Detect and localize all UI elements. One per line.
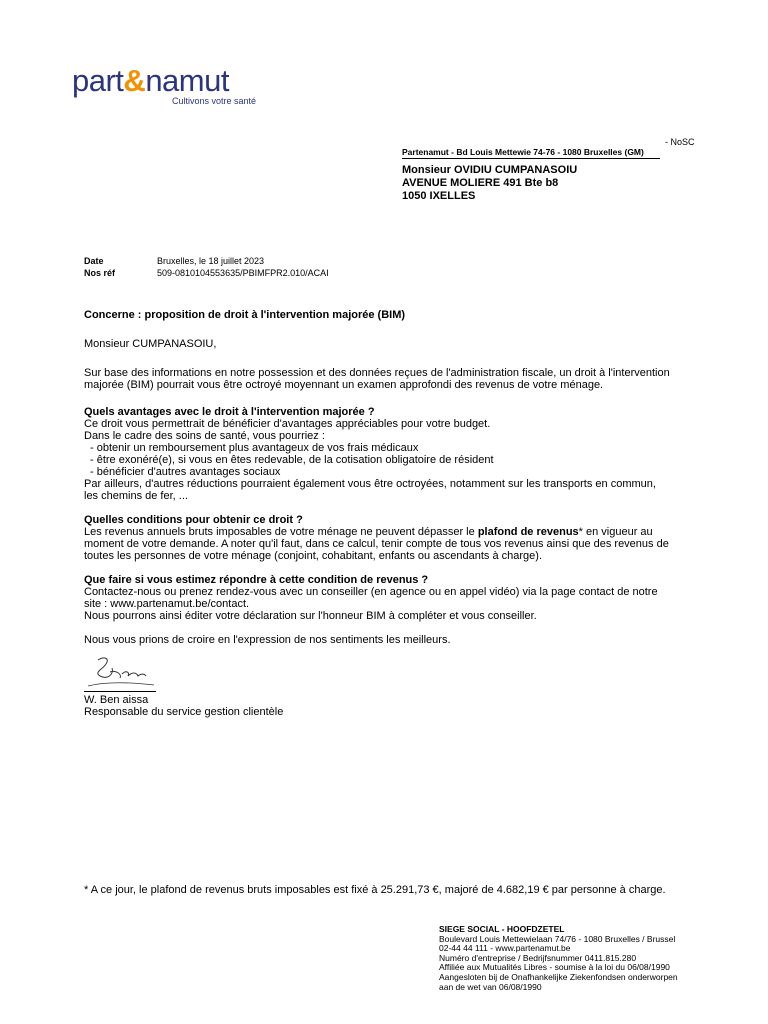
closing-formula: Nous vous prions de croire en l'expression de nos sentiments les meilleurs. (84, 634, 451, 646)
headquarters-block (439, 925, 678, 992)
sender-address: Partenamut - Bd Louis Mettewie 74-76 - 1080 Bruxelles (GM) (402, 147, 644, 157)
paragraph-line (84, 526, 704, 538)
recipient-city: 1050 IXELLES (402, 190, 476, 202)
recipient-street: AVENUE MOLIERE 491 Bte b8 (402, 177, 559, 189)
reference-value: 509-0810104553635/PBIMFPR2.010/ACAI (157, 268, 329, 278)
headquarters-line: aan de wet van 06/08/1990 (439, 981, 542, 992)
signer-block (84, 694, 283, 718)
headquarters-line: Boulevard Louis Mettewielaan 74/76 - 1080 Bruxelles / Brussel (439, 933, 676, 944)
headquarters-title: SIEGE SOCIAL - HOOFDZETEL (439, 924, 565, 934)
paragraph-line: moment de votre demande. A noter qu'il faut, dans ce calcul, tenir compte de tous vos revenus ainsi que des revenus de (84, 538, 669, 550)
letter-body (84, 309, 704, 646)
income-footnote: * A ce jour, le plafond de revenus bruts imposables est fixé à 25.291,73 €, majoré de 4.682,19 € par personne à charge. (84, 884, 666, 896)
date-value: Bruxelles, le 18 juillet 2023 (157, 256, 265, 266)
date-label: Date (84, 256, 104, 266)
letter-subject: Concerne : proposition de droit à l'intervention majorée (BIM) (84, 309, 406, 321)
paragraph-line: Par ailleurs, d'autres réductions pourraient également vous être octroyées, notamment sur les transports en commun, (84, 478, 656, 490)
headquarters-line: Numéro d'entreprise / Bedrijfsnummer 0411.815.280 (439, 952, 637, 963)
nosc-code: - NoSC (665, 137, 695, 147)
headquarters-line: Affiliée aux Mutualités Libres - soumise à la loi du 06/08/1990 (439, 962, 670, 973)
logo-tagline: Cultivons votre santé (172, 96, 257, 106)
paragraph-line: les chemins de fer, ... (84, 490, 188, 502)
income-ceiling-term: plafond de revenus (477, 526, 579, 538)
text-run: Les revenus annuels bruts imposables de votre ménage ne peuvent dépasser le (84, 526, 478, 538)
section-advantages (84, 406, 704, 502)
signer-title: Responsable du service gestion clientèle (84, 706, 284, 718)
letter-intro (84, 367, 704, 391)
headquarters-line: Aangesloten bij de Onafhankelijke Ziekenfondsen onderworpen (439, 971, 678, 982)
reference-label: Nos réf (84, 268, 116, 278)
paragraph-line: Dans le cadre des soins de santé, vous pourriez : (84, 430, 325, 442)
sender-underline (402, 158, 660, 159)
paragraph-line: Ce droit vous permettrait de bénéficier d'avantages appréciables pour votre budget. (84, 418, 491, 430)
recipient-name: Monsieur OVIDIU CUMPANASOIU (402, 164, 578, 176)
text-run: * en vigueur au (578, 526, 653, 538)
section-title: Quels avantages avec le droit à l'intervention majorée ? (84, 406, 375, 418)
paragraph-line: Contactez-nous ou prenez rendez-vous avec un conseiller (en agence ou en appel vidéo) via la page contact de notre (84, 586, 658, 598)
signer-name: W. Ben aissa (84, 694, 149, 706)
bullet-item: - être exonéré(e), si vous en êtes redevable, de la cotisation obligatoire de résident (90, 454, 494, 466)
logo-text-namut: namut (145, 63, 229, 98)
recipient-address (402, 164, 577, 203)
bullet-item: - bénéficier d'autres avantages sociaux (90, 466, 281, 478)
section-title: Que faire si vous estimez répondre à cette condition de revenus ? (84, 574, 429, 586)
bullet-item: - obtenir un remboursement plus avantageux de vos frais médicaux (90, 442, 419, 454)
logo-ampersand: & (123, 63, 146, 98)
intro-line: Sur base des informations en notre possession et des données reçues de l'administration fiscale, un droit à l'intervention (84, 367, 670, 379)
paragraph-line: site : www.partenamut.be/contact. (84, 598, 250, 610)
handwritten-signature (84, 652, 164, 692)
paragraph-line: Nous pourrons ainsi éditer votre déclaration sur l'honneur BIM à compléter et vous conseiller. (84, 610, 537, 622)
partenamut-logo (72, 63, 229, 99)
section-title: Quelles conditions pour obtenir ce droit ? (84, 514, 303, 526)
logo-text-part: part (72, 63, 124, 98)
letter-meta (84, 255, 329, 279)
signature-line (84, 691, 156, 692)
intro-line: majorée (BIM) pourrait vous être octroyé moyennant un examen approfondi des revenus de votre ménage. (84, 379, 604, 391)
section-conditions (84, 514, 704, 562)
headquarters-line: 02-44 44 111 - www.partenamut.be (439, 943, 571, 954)
section-what-to-do (84, 574, 704, 622)
paragraph-line: toutes les personnes de votre ménage (conjoint, cohabitant, enfants ou ascendants à charge). (84, 550, 543, 562)
letter-greeting: Monsieur CUMPANASOIU, (84, 338, 217, 350)
